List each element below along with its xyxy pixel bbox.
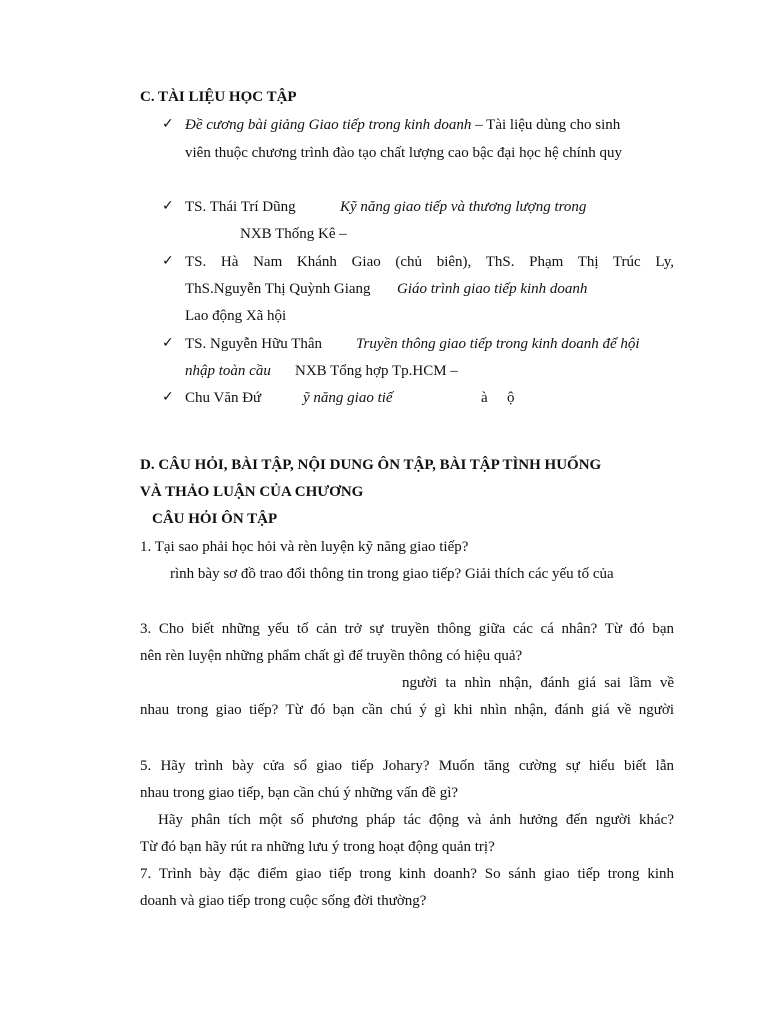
checkmark-icon: ✓ <box>162 253 174 269</box>
question-line: người ta nhìn nhận, đánh giá sai lầm về <box>402 675 674 691</box>
text-fragment: ộ <box>507 390 515 406</box>
question-line: Hãy phân tích một số phương pháp tác động và ảnh hưởng đến người khác? <box>158 812 674 828</box>
reference-title: ỹ năng giao tiế <box>303 390 393 406</box>
review-questions-heading: CÂU HỎI ÔN TẬP <box>152 511 278 527</box>
reference-item-1-line-1 <box>185 115 620 135</box>
reference-note: – Tài liệu dùng cho sinh <box>471 117 621 133</box>
section-c-heading: C. TÀI LIỆU HỌC TẬP <box>140 89 297 105</box>
question-line: 3. Cho biết những yếu tố cản trở sự truyền thông giữa các cá nhân? Từ đó bạn <box>140 621 674 637</box>
question-line: rình bày sơ đồ trao đổi thông tin trong giao tiếp? Giải thích các yếu tố của <box>170 566 614 582</box>
reference-author: TS. Nguyễn Hữu Thân <box>185 336 323 352</box>
reference-title: Truyền thông giao tiếp trong kinh doanh để hội <box>356 336 640 352</box>
reference-publisher: NXB Thống Kê – <box>240 226 347 242</box>
checkmark-icon: ✓ <box>162 198 174 214</box>
question-line: nhau trong giao tiếp? Từ đó bạn cần chú ý gì khi nhìn nhận, đánh giá về người <box>140 702 674 718</box>
section-d-heading-cont: VÀ THẢO LUẬN CỦA CHƯƠNG <box>140 484 364 500</box>
text-fragment: à <box>481 390 488 406</box>
reference-title: Đề cương bài giảng Giao tiếp trong kinh doanh <box>185 117 472 133</box>
reference-authors: TS. Hà Nam Khánh Giao (chủ biên), ThS. Phạm Thị Trúc Ly, <box>185 254 674 270</box>
question-line: Từ đó bạn hãy rút ra những lưu ý trong hoạt động quản trị? <box>140 839 495 855</box>
checkmark-icon: ✓ <box>162 335 174 351</box>
reference-author: TS. Thái Trí Dũng <box>185 199 296 215</box>
checkmark-icon: ✓ <box>162 389 174 405</box>
checkmark-icon: ✓ <box>162 116 174 132</box>
reference-item-1-line-2: viên thuộc chương trình đào tạo chất lượng cao bậc đại học hệ chính quy <box>185 145 622 161</box>
question-line: 5. Hãy trình bày cửa sổ giao tiếp Johary? Muốn tăng cường sự hiểu biết lẫn <box>140 758 674 774</box>
reference-title: Kỹ năng giao tiếp và thương lượng trong <box>340 199 587 215</box>
reference-author: Chu Văn Đứ <box>185 390 262 406</box>
question-line: nhau trong giao tiếp, bạn cần chú ý những vấn đề gì? <box>140 785 459 801</box>
reference-authors-cont: ThS.Nguyễn Thị Quỳnh Giang <box>185 281 371 297</box>
question-line: doanh và giao tiếp trong cuộc sống đời thường? <box>140 893 427 909</box>
reference-publisher: Lao động Xã hội <box>185 308 287 324</box>
reference-publisher: NXB Tổng hợp Tp.HCM – <box>295 363 458 379</box>
section-d-heading: D. CÂU HỎI, BÀI TẬP, NỘI DUNG ÔN TẬP, BÀI TẬP TÌNH HUỐNG <box>140 457 602 473</box>
question-line: nên rèn luyện những phẩm chất gì để truyền thông có hiệu quả? <box>140 648 523 664</box>
question-line: 1. Tại sao phải học hỏi và rèn luyện kỹ năng giao tiếp? <box>140 539 469 555</box>
question-line: 7. Trình bày đặc điểm giao tiếp trong kinh doanh? So sánh giao tiếp trong kinh <box>140 866 674 882</box>
reference-title: Giáo trình giao tiếp kinh doanh <box>397 281 588 297</box>
reference-title-cont: nhập toàn cầu <box>185 363 271 379</box>
